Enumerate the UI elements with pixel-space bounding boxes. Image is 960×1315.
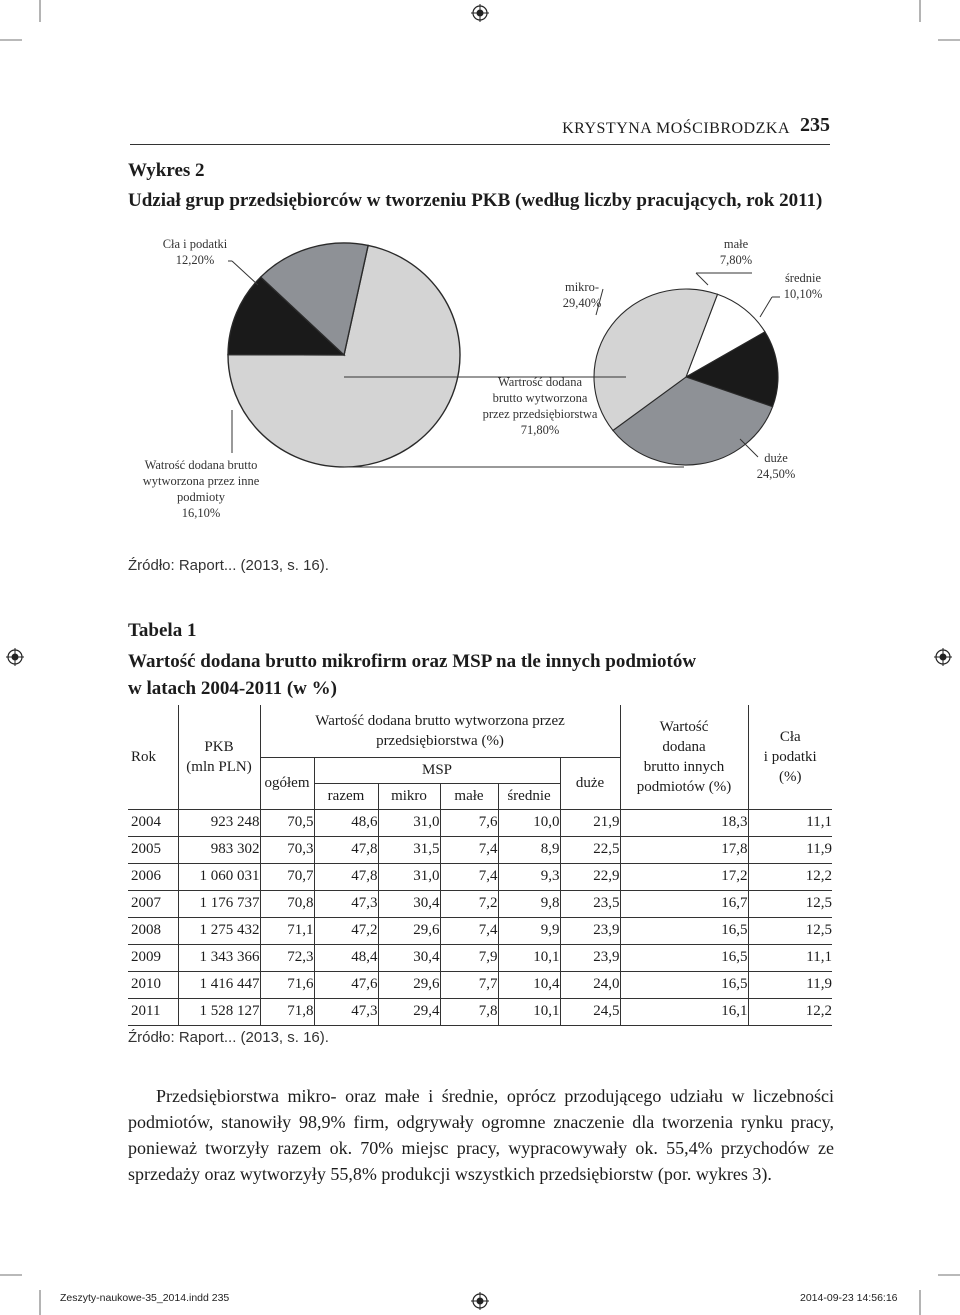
header-pkb: PKB (mln PLN) [178, 705, 260, 809]
table-title: Wartość dodana brutto mikrofirm oraz MSP na tle innych podmiotów w latach 2004-2011 (w %) [128, 651, 697, 699]
label-mikro: mikro- 29,40% [562, 280, 602, 310]
label-przedsiebiorstwa: Wartrość dodana brutto wytworzona przez przedsiębiorstwa 71,80% [482, 375, 598, 437]
figure-label: Wykres 2 [128, 160, 205, 181]
header-msp: MSP [314, 757, 560, 783]
label-cla-i-podatki: Cła i podatki 12,20% [162, 237, 228, 267]
label-inne-podmioty: Watrość dodana brutto wytworzona przez inne podmioty 16,10% [142, 458, 260, 520]
table-row: 2006 1 060 031 70,7 47,8 31,0 7,4 9,3 22,9 17,2 12,2 [128, 863, 832, 890]
header-inne-podmioty: Wartość dodana brutto innych podmiotów (%) [620, 705, 748, 809]
table-label: Tabela 1 [128, 620, 197, 641]
running-head-author: KRYSTYNA MOŚCIBRODZKA [562, 120, 790, 137]
footer-timestamp: 2014-09-23 14:56:16 [800, 1292, 898, 1304]
header-mikro: mikro [378, 783, 440, 809]
header-ogolem: ogółem [260, 757, 314, 809]
header-duze: duże [560, 757, 620, 809]
table-row: 2011 1 528 127 71,8 47,3 29,4 7,8 10,1 24,5 16,1 12,2 [128, 998, 832, 1025]
header-razem: razem [314, 783, 378, 809]
table-row: 2010 1 416 447 71,6 47,6 29,6 7,7 10,4 24,0 16,5 11,9 [128, 971, 832, 998]
figure-source: Źródło: Raport... (2013, s. 16). [128, 557, 329, 574]
running-head [130, 116, 830, 145]
table-row: 2007 1 176 737 70,8 47,3 30,4 7,2 9,8 23,5 16,7 12,5 [128, 890, 832, 917]
header-male: małe [440, 783, 498, 809]
header-rok: Rok [128, 705, 178, 809]
table-row: 2008 1 275 432 71,1 47,2 29,6 7,4 9,9 23,9 16,5 12,5 [128, 917, 832, 944]
table-source: Źródło: Raport... (2013, s. 16). [128, 1029, 329, 1046]
label-duze: duże 24,50% [756, 451, 796, 481]
header-group-przedsiebiorstwa: Wartość dodana brutto wytworzona przez przedsiębiorstwa (%) [260, 705, 620, 757]
label-srednie: średnie 10,10% [783, 271, 823, 301]
figure-title: Udział grup przedsiębiorców w tworzeniu PKB (według liczby pracujących, rok 2011) [128, 190, 823, 211]
label-male: małe 7,80% [719, 237, 753, 267]
table-row: 2009 1 343 366 72,3 48,4 30,4 7,9 10,1 23,9 16,5 11,1 [128, 944, 832, 971]
body-paragraph: Przedsiębiorstwa mikro- oraz małe i średnie, oprócz przodującego udziału w liczebności podmiotów, stanowiły 98,9% firm, odgrywały ogromne znaczenie dla tworzenia rynku pracy, ponieważ tworzyły razem ok. 70% miejsc pracy, wypracowywały ok. 55,4% przychodów ze sprzedaży oraz wytworzyły 55,8% produkcji wszystkich przedsiębiorstw (por. wykres 3). [128, 1086, 834, 1184]
data-table [128, 705, 832, 1026]
header-cla: Cła i podatki (%) [763, 728, 817, 785]
table-row: 2004 923 248 70,5 48,6 31,0 7,6 10,0 21,9 18,3 11,1 [128, 809, 832, 836]
page-number: 235 [800, 114, 830, 136]
main-pie [228, 243, 460, 467]
footer-file: Zeszyty-naukowe-35_2014.indd 235 [60, 1292, 230, 1304]
table-row: 2005 983 302 70,3 47,8 31,5 7,4 8,9 22,5 17,8 11,9 [128, 836, 832, 863]
header-srednie: średnie [498, 783, 560, 809]
